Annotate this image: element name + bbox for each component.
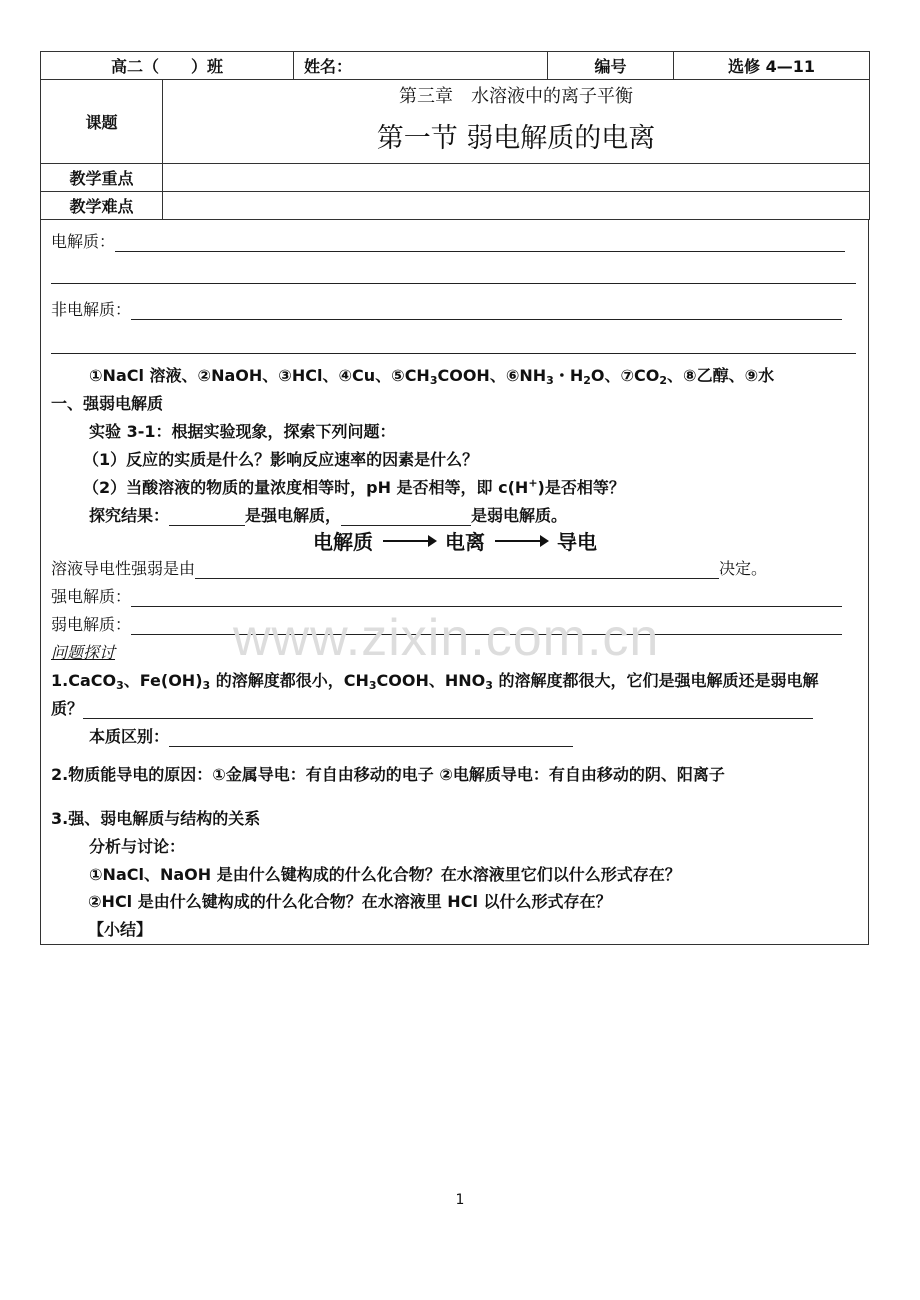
experiment-intro: 实验 3-1：根据实验现象，探索下列问题： bbox=[89, 422, 396, 441]
q1-text: 的溶解度都很小，CH bbox=[210, 671, 369, 690]
difficulty-label: 教学难点 bbox=[41, 192, 163, 220]
chapter-title: 第三章 水溶液中的离子平衡 bbox=[399, 86, 633, 107]
strong-row bbox=[51, 587, 856, 607]
experiment-q2 bbox=[51, 478, 856, 498]
analysis-a2: ②HCl 是由什么键构成的什么化合物？在水溶液里 HCl 以什么形式存在？ bbox=[88, 892, 612, 911]
worksheet bbox=[40, 51, 869, 945]
conductivity-blank[interactable] bbox=[195, 562, 719, 579]
essence-row bbox=[51, 727, 856, 747]
content-area bbox=[40, 220, 869, 945]
q1-text: COOH、HNO bbox=[376, 671, 486, 690]
class-label: 高二（ ）班 bbox=[41, 52, 294, 80]
flow-step: 电解质 bbox=[313, 530, 373, 554]
subscript: 3 bbox=[202, 679, 211, 692]
substance-item: ⑦CO bbox=[620, 366, 660, 385]
nonelectrolyte-row-2 bbox=[51, 334, 856, 354]
electrolyte-row-2 bbox=[51, 264, 856, 284]
arrow-icon bbox=[383, 540, 435, 542]
subscript: 3 bbox=[546, 374, 554, 387]
subscript: 3 bbox=[116, 679, 124, 692]
q1-text: 的溶解度都很大，它们是强电解质还是弱电解 bbox=[492, 671, 819, 690]
substance-item: ④Cu、 bbox=[338, 366, 392, 385]
analysis-tail bbox=[50, 892, 860, 940]
substance-item: ⑤CH bbox=[391, 366, 430, 385]
watermark: www.zixin.com.cn bbox=[233, 609, 660, 667]
substance-item: ⑨水 bbox=[744, 366, 775, 385]
substance-list bbox=[51, 366, 856, 386]
analysis-a1: ①NaCl、NaOH 是由什么键构成的什么化合物？在水溶液里它们以什么形式存在？ bbox=[89, 865, 681, 884]
discussion-q1 bbox=[51, 671, 856, 691]
discussion-q1-cont bbox=[51, 699, 856, 719]
conductivity-row bbox=[51, 559, 856, 579]
q1-text: 、Fe(OH) bbox=[123, 671, 203, 690]
flow-diagram bbox=[313, 526, 597, 555]
electrolyte-blank[interactable] bbox=[115, 235, 845, 252]
substance-item: ②NaOH、 bbox=[197, 366, 279, 385]
topic-label: 课题 bbox=[41, 80, 163, 164]
course-code: 选修 4—11 bbox=[674, 52, 870, 80]
key-point-field[interactable] bbox=[163, 164, 870, 192]
substance-item: 、 bbox=[667, 366, 684, 385]
header-table bbox=[40, 51, 870, 220]
electrolyte-blank-2[interactable] bbox=[51, 267, 856, 284]
q2-text: （2）当酸溶液的物质的量浓度相等时，pH 是否相等，即 c(H bbox=[83, 478, 529, 497]
substance-item: ③HCl、 bbox=[278, 366, 339, 385]
subscript: 3 bbox=[429, 374, 438, 387]
topic-cell bbox=[163, 80, 870, 164]
subscript: 2 bbox=[659, 374, 668, 387]
result-text: 是强电解质， bbox=[245, 506, 342, 525]
weak-label: 弱电解质： bbox=[51, 615, 132, 634]
discussion-q2: 2.物质能导电的原因：①金属导电：有自由移动的电子 ②电解质导电：有自由移动的阴、阳离子 bbox=[51, 765, 725, 784]
substance-item: COOH、 bbox=[437, 366, 506, 385]
number-label: 编号 bbox=[548, 52, 674, 80]
essence-label: 本质区别： bbox=[89, 727, 170, 746]
conductivity-text: 决定。 bbox=[719, 559, 768, 578]
strong-label: 强电解质： bbox=[51, 587, 132, 606]
q1-text: 质？ bbox=[51, 699, 84, 718]
subscript: 2 bbox=[583, 374, 591, 387]
key-point-label: 教学重点 bbox=[41, 164, 163, 192]
summary-label: 【小结】 bbox=[88, 920, 153, 939]
q1-blank[interactable] bbox=[83, 702, 813, 719]
conductivity-text: 溶液导电性强弱是由 bbox=[51, 559, 196, 578]
substance-item: ⑥NH bbox=[505, 366, 547, 385]
name-label: 姓名： bbox=[294, 52, 548, 80]
difficulty-field[interactable] bbox=[163, 192, 870, 220]
nonelectrolyte-blank[interactable] bbox=[131, 303, 842, 320]
substance-item: O、 bbox=[590, 366, 621, 385]
section-title: 第一节 弱电解质的电离 bbox=[376, 123, 656, 154]
analysis-label: 分析与讨论： bbox=[89, 837, 186, 856]
nonelectrolyte-label: 非电解质： bbox=[51, 300, 132, 319]
electrolyte-label: 电解质： bbox=[51, 232, 116, 251]
nonelectrolyte-blank-2[interactable] bbox=[51, 337, 856, 354]
substance-item: ①NaCl 溶液、 bbox=[89, 366, 198, 385]
subscript: 3 bbox=[368, 679, 377, 692]
part1-title: 一、强弱电解质 bbox=[51, 394, 164, 413]
subscript: 3 bbox=[485, 679, 493, 692]
q1-text: 1.CaCO bbox=[51, 671, 117, 690]
arrow-icon bbox=[495, 540, 547, 542]
result-text: 是弱电解质。 bbox=[471, 506, 568, 525]
experiment-q1: （1）反应的实质是什么？影响反应速率的因素是什么？ bbox=[83, 450, 479, 469]
superscript: + bbox=[528, 476, 538, 490]
page-number: 1 bbox=[455, 1192, 465, 1208]
substance-item: ⑧乙醇、 bbox=[683, 366, 745, 385]
discussion-title: 问题探讨 bbox=[51, 643, 116, 662]
essence-blank[interactable] bbox=[169, 730, 573, 747]
discussion-q3: 3.强、弱电解质与结构的关系 bbox=[51, 809, 261, 828]
flow-step: 导电 bbox=[557, 530, 597, 554]
result-row bbox=[51, 506, 856, 526]
strong-def-blank[interactable] bbox=[131, 590, 842, 607]
electrolyte-row bbox=[51, 232, 856, 252]
weak-blank[interactable] bbox=[341, 509, 471, 526]
q2-text: )是否相等？ bbox=[537, 478, 625, 497]
substance-item: ・H bbox=[553, 366, 584, 385]
nonelectrolyte-row bbox=[51, 300, 856, 320]
flow-step: 电离 bbox=[445, 530, 485, 554]
result-label: 探究结果： bbox=[89, 506, 170, 525]
strong-blank[interactable] bbox=[169, 509, 245, 526]
